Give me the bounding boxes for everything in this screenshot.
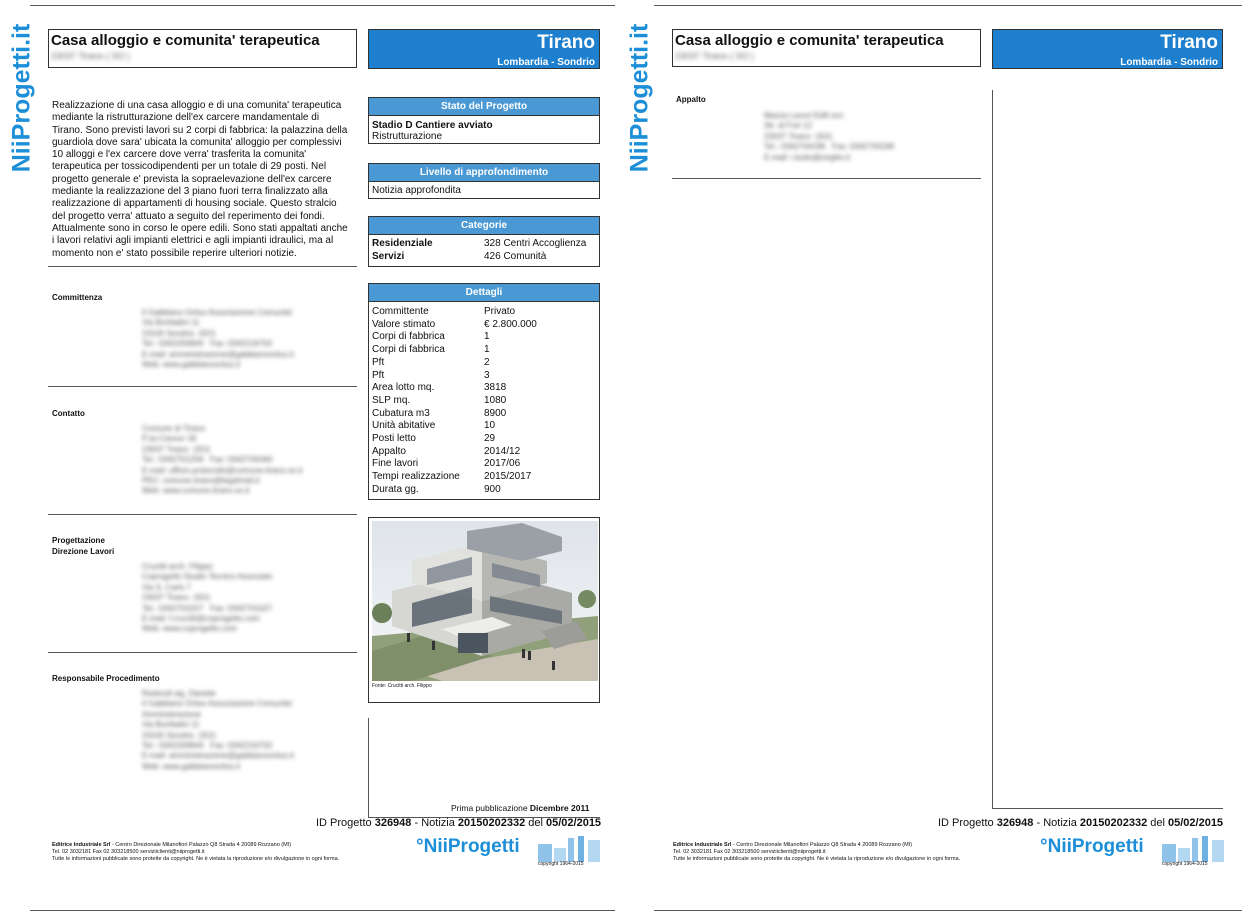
- region-name: Lombardia - Sondrio: [1120, 57, 1218, 68]
- dettagli-row: Posti letto 29: [372, 433, 496, 445]
- dettagli-row: Pft 2: [372, 356, 490, 368]
- dettagli-row: Fine lavori 2017/06: [372, 458, 521, 470]
- image-caption: Fonte: Crucitti arch. Filippo: [372, 683, 432, 689]
- committenza-details: Il Gabbiano Onlus Associazione Comunita' Via Bonfadini 11 23100 Sondrio (SO) Tel.: 0342200844 Fax: 0342216702 E-mail: amministrazione@gabbianoonlus.it Web: www.gabbianoonlus.it: [142, 308, 294, 370]
- city-box: [992, 29, 1223, 69]
- id-line: ID Progetto 326948 - Notizia 20150202332 del 05/02/2015: [316, 817, 602, 829]
- dettagli-row: Appalto 2014/12: [372, 445, 521, 457]
- categorie-row: Servizi 426 Comunità: [372, 250, 547, 262]
- niiprogetti-logo: °NiiProgetti copyright 1964-2015: [1040, 836, 1225, 866]
- livello-header: Livello di approfondimento: [369, 164, 599, 182]
- stato-header: Stato del Progetto: [369, 98, 599, 116]
- city-box: [368, 29, 600, 69]
- dettagli-row: Pft 3: [372, 369, 490, 381]
- categorie-header: Categorie: [369, 217, 599, 235]
- stato-panel: [368, 97, 600, 144]
- stato-value: Stadio D Cantiere avviato: [372, 120, 493, 131]
- footer-info: Editrice Industriale Srl - Centro Direzionale Milanofiori Palazzo Q8 Strada 4 20089 Rozzano (MI) Tel. 02 3032181 Fax 02 303218500 serviziiclienti@niiprogetti.it Tutte le informazioni pubblicate sono protette da copyright. Ne è vietata la riproduzione e/o divulgazione in ogni forma.: [52, 842, 340, 862]
- dettagli-row: Durata gg. 900: [372, 483, 501, 495]
- committenza-label: Committenza: [52, 293, 103, 302]
- dettagli-row: SLP mq. 1080: [372, 394, 507, 406]
- appalto-details: Mazza Lavori Edili snc Str. di Fort 12 23037 Tirano (SO) Tel.: 0342704196 Fax: 0342704196 E-mail: i.butto@virgilio.it: [764, 111, 895, 162]
- contatto-details: Comune di Tirano P.za Cavour 18 23037 Tirano (SO) Tel.: 0342701256 Fax: 0342704340 E-mail: ufficio.protocollo@comune.tirano.so.it PEC: comune.tirano@legalmail.it Web: www.comune.tirano.so.it: [142, 424, 303, 496]
- city-name: Tirano: [1160, 32, 1218, 53]
- publication-line: Prima pubblicazione Dicembre 2011: [451, 803, 590, 813]
- responsabile-label: Responsabile Procedimento: [52, 674, 160, 683]
- building-rendering: [372, 521, 598, 681]
- project-title-box: [672, 29, 981, 67]
- contatto-label: Contatto: [52, 409, 85, 418]
- categorie-panel: [368, 216, 600, 267]
- categorie-row: Residenziale 328 Centri Accoglienza: [372, 238, 587, 249]
- appalto-label: Appalto: [676, 95, 706, 104]
- dettagli-row: Committente Privato: [372, 306, 516, 317]
- direzione-lavori-label: Direzione Lavori: [52, 547, 115, 556]
- city-name: Tirano: [537, 32, 595, 53]
- project-description: Realizzazione di una casa alloggio e di una comunita' terapeutica mediante la ristrutturazione dell'ex carcere mandamentale di Tirano. Sono previsti lavori su 2 corpi di fabbrica: la palazzina della guardiola dove sara' ubicata la comunita' alloggio per complessivi 10 alloggi e l'ex carcere dove verra' trasferita la comunita' terapeutica per tossicodipendenti per un totale di 29 posti. Nel progetto generale e' prevista la sopraelevazione dell'ex carcere mediante la realizzazione del 3 piano fuori terra finalizzato alla realizzazione di appartamenti di housing sociale. Questo stralcio del progetto verra' attuato a seguito del reperimento dei fondi. Attualmente sono in corso le opere edili. Sono stati appaltati anche i lavori relativi agli impianti elettrici e agli impianti idraulici, ma al momento non e' stato possibile reperire ulteriori notizie.: [52, 100, 348, 259]
- livello-panel: [368, 163, 600, 199]
- project-title-box: [48, 29, 357, 68]
- dettagli-row: Cubatura m3 8900: [372, 407, 507, 419]
- project-address: 23037 Tirano ( SO ): [675, 51, 755, 61]
- niiprogetti-logo: °NiiProgetti copyright 1964-2015: [416, 836, 601, 866]
- dettagli-row: Area lotto mq. 3818: [372, 382, 507, 394]
- project-title: Casa alloggio e comunita' terapeutica: [675, 32, 944, 49]
- copyright-text: copyright 1964-2015: [538, 861, 584, 867]
- footer-info: Editrice Industriale Srl - Centro Direzionale Milanofiori Palazzo Q8 Strada 4 20089 Rozzano (MI) Tel. 02 3032181 Fax 02 303218500 serviziiclienti@niiprogetti.it Tutte le informazioni pubblicate sono protette da copyright. Ne è vietata la riproduzione e/o divulgazione in ogni forma.: [673, 842, 961, 862]
- dettagli-row: Tempi realizzazione 2015/2017: [372, 471, 532, 483]
- project-title: Casa alloggio e comunita' terapeutica: [51, 32, 320, 49]
- dettagli-row: Unità abitative 10: [372, 420, 496, 432]
- project-image-frame: [368, 517, 600, 703]
- livello-value: Notizia approfondita: [372, 185, 461, 196]
- project-address: 23037 Tirano ( SO ): [51, 51, 131, 61]
- region-name: Lombardia - Sondrio: [497, 57, 595, 68]
- vertical-logo: NiiProgetti.it: [625, 23, 654, 173]
- responsabile-details: Redondi sig. Daniele Il Gabbiano Onlus Associazione Comunita' Amministrazione Via Bonfadini 11 23100 Sondrio (SO) Tel.: 0342200844 Fax: 0342216702 E-mail: amministrazione@gabbianoonlus.it Web: www.gabbianoonlus.it: [142, 689, 294, 771]
- id-line: ID Progetto 326948 - Notizia 20150202332 del 05/02/2015: [938, 817, 1224, 829]
- progettazione-details: Crucitti arch. Filippo Coprogetto Studio Tecnico Associato Via S. Carlo 7 23037 Tirano (SO) Tel.: 0342701027 Fax: 0342701027 E-mail: f.crucitti@coprogetto.com Web: www.coprogetto.com: [142, 562, 273, 634]
- dettagli-row: Corpi di fabbrica 1: [372, 344, 490, 356]
- progettazione-label: Progettazione: [52, 536, 105, 545]
- stato-sub: Ristrutturazione: [372, 131, 443, 142]
- dettagli-header: Dettagli: [369, 284, 599, 302]
- dettagli-panel: [368, 283, 600, 500]
- vertical-logo: NiiProgetti.it: [7, 23, 36, 173]
- dettagli-row: Corpi di fabbrica 1: [372, 331, 490, 343]
- copyright-text: copyright 1964-2015: [1162, 861, 1208, 867]
- dettagli-row: Valore stimato € 2.800.000: [372, 318, 537, 330]
